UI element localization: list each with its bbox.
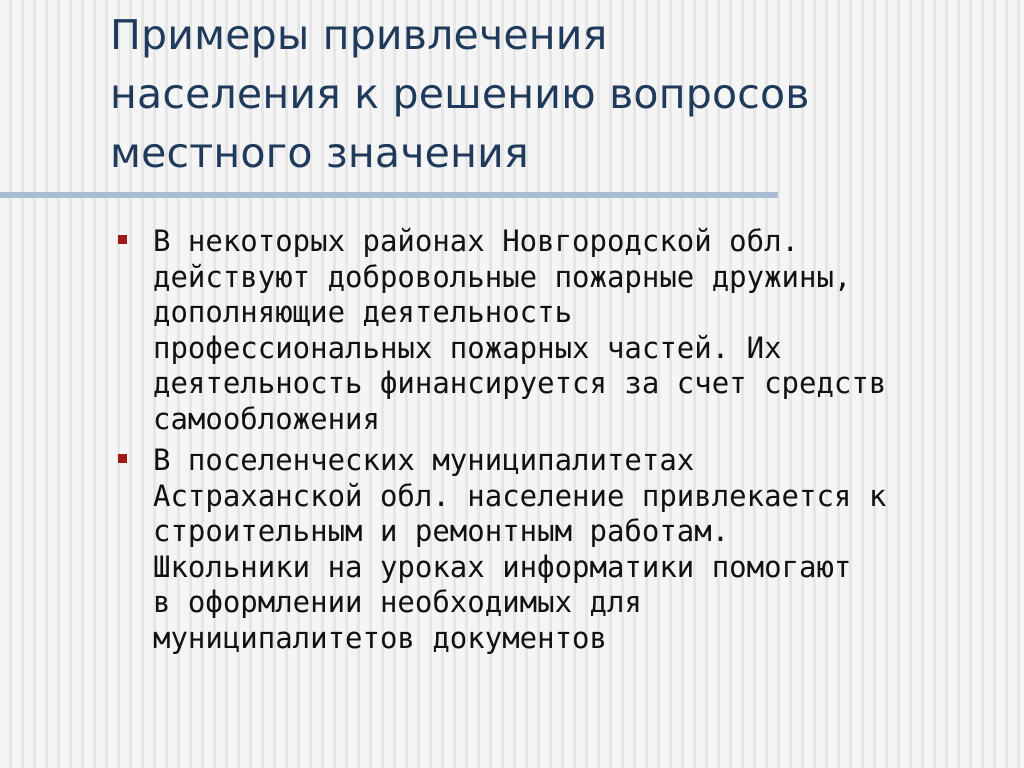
- bullet-line: строительным и ремонтным работам.: [153, 514, 730, 548]
- bullet-line: в оформлении необходимых для: [153, 585, 642, 619]
- bullet-line: профессиональных пожарных частей. Их: [153, 330, 782, 365]
- bullet-list: [118, 224, 998, 662]
- bullet-line: Школьники на уроках информатики помогают: [153, 549, 852, 584]
- slide-title-line: населения к решению вопросов: [110, 70, 810, 118]
- title-divider: [0, 192, 778, 198]
- slide-title-line: Примеры привлечения: [110, 11, 608, 59]
- bullet-text: [153, 224, 998, 437]
- slide-title-line: местного значения: [110, 129, 529, 177]
- bullet-line: дополняющие деятельность: [153, 295, 573, 329]
- bullet-line: В поселенческих муниципалитетах: [153, 443, 695, 477]
- bullet-line: самообложения: [153, 401, 380, 436]
- bullet-line: Астраханской обл. население привлекается к: [153, 478, 887, 513]
- bullet-item: [118, 443, 998, 656]
- bullet-line: действуют добровольные пожарные дружины,: [153, 259, 852, 294]
- square-bullet-icon: [118, 235, 127, 244]
- bullet-text: [153, 443, 998, 656]
- bullet-line: деятельность финансируется за счет средств: [153, 366, 887, 400]
- bullet-item: [118, 224, 998, 437]
- bullet-line: В некоторых районах Новгородской обл.: [153, 224, 800, 258]
- bullet-line: муниципалитетов документов: [153, 620, 607, 655]
- square-bullet-icon: [118, 454, 127, 463]
- slide-title: [110, 6, 990, 183]
